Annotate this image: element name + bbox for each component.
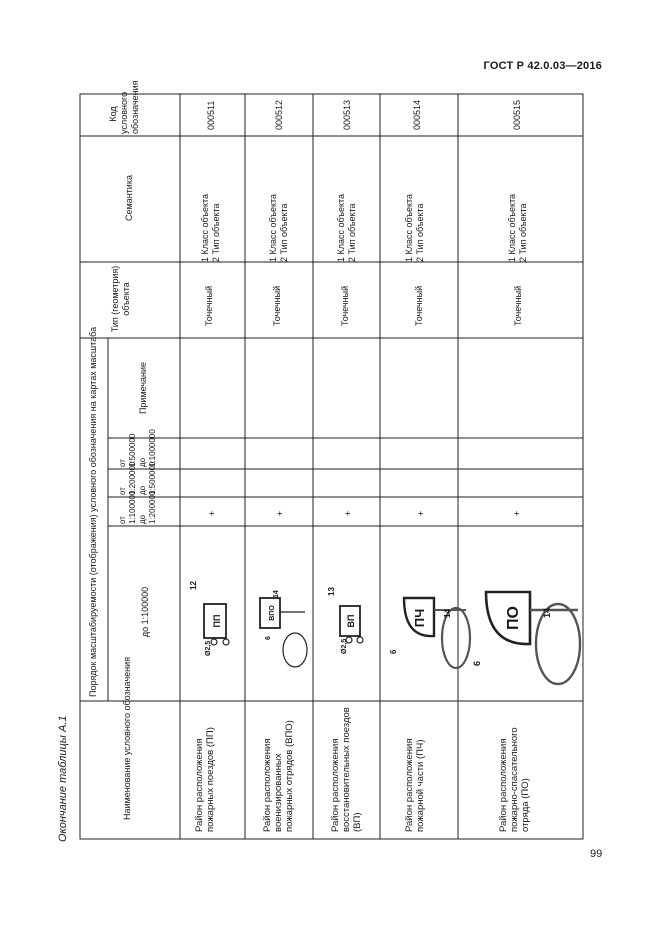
row-sem-2: 2 Тип объекта (211, 203, 221, 262)
dim-2: 6 (265, 636, 272, 640)
symbol-label: ПЧ (412, 608, 427, 628)
dim-3: Ø2,5 (341, 638, 348, 654)
symbol-label: ПО (505, 606, 522, 630)
symbol-pch (389, 598, 470, 668)
dim-2: 6 (389, 649, 398, 654)
symbol-vpo (260, 590, 307, 667)
row-code-text: 000513 (342, 99, 352, 130)
header-note-text: Примечание (138, 361, 148, 415)
dim-1: 12 (189, 581, 198, 590)
symbol-label: ВП (346, 614, 356, 628)
row-name-text: Район расположения пожарной части (ПЧ) (404, 738, 426, 832)
header-scale-1-text: до 1:100000 (140, 586, 150, 638)
row-sem-1: 1 Класс объекта (404, 193, 414, 262)
row-code-text: 000511 (206, 100, 216, 130)
row-name-text: Район расположения восстановительных поездов (ВП) (330, 707, 363, 832)
row-sem-1: 1 Класс объекта (268, 193, 278, 262)
dim-1: 14 (273, 590, 280, 598)
header-name-text: Наименование условного обозначения (122, 656, 132, 820)
row-mark-text: + (512, 510, 522, 516)
standard-header: ГОСТ Р 42.0.03—2016 (483, 60, 602, 72)
header-scaling-group-text: Порядок масштабируемости (отображения) условного обозначения на картах масштаба (88, 326, 98, 697)
dim-1: 13 (327, 587, 336, 596)
header-scale-3-text: от 1:200000 до 1:500000 (118, 461, 157, 495)
row-sem-2: 2 Тип объекта (279, 203, 289, 262)
dim-2: 6 (472, 660, 482, 666)
symbol-vp (327, 587, 363, 654)
dim-3: Ø2,5 (205, 640, 212, 656)
dim-1: 14 (443, 609, 452, 618)
header-scale-2-text: от 1:100000 до 1:200000 (118, 490, 157, 524)
row-geom-text: Точечный (414, 285, 424, 326)
row-sem-1: 1 Класс объекта (200, 193, 210, 262)
row-code-text: 000515 (512, 99, 522, 130)
row-name-text: Район расположения военизированных пожарных отрядов (ВПО) (262, 720, 295, 832)
row-geom-text: Точечный (340, 285, 350, 326)
row-name-text: Район расположения пожарных поездов (ПП) (194, 727, 216, 832)
row-mark-text: + (207, 510, 217, 516)
row-mark-text: + (416, 510, 426, 516)
header-scale-4-text: от 1:500000 до 1:1000000 (118, 429, 157, 467)
row-sem-2: 2 Тип объекта (518, 203, 528, 262)
table-caption: Окончание таблицы А.1 (57, 715, 69, 842)
symbol-po (472, 592, 580, 684)
row-code-text: 000512 (274, 99, 284, 130)
row-sem-2: 2 Тип объекта (347, 203, 357, 262)
symbol-label: ПП (212, 614, 222, 628)
header-semantics-text: Семантика (124, 175, 134, 221)
row-sem-1: 1 Класс объекта (507, 193, 517, 262)
row-sem-1: 1 Класс объекта (336, 193, 346, 262)
row-name-text: Район расположения пожарно-спасательного отряда (ПО) (498, 727, 531, 832)
row-sem-2: 2 Тип объекта (415, 203, 425, 262)
header-code-text: Код условного обозначения (108, 80, 140, 134)
row-geom-text: Точечный (272, 285, 282, 326)
dim-1: 14 (542, 607, 552, 618)
row-geom-text: Точечный (204, 285, 214, 326)
header-geom-text: Тип (геометрия) объекта (110, 265, 131, 333)
row-mark-text: + (275, 510, 285, 516)
row-code-text: 000514 (412, 99, 422, 130)
symbol-label: ВПО (269, 605, 276, 621)
page-number: 99 (590, 848, 603, 860)
row-mark-text: + (343, 510, 353, 516)
row-geom-text: Точечный (513, 285, 523, 326)
symbol-pp (189, 581, 229, 656)
